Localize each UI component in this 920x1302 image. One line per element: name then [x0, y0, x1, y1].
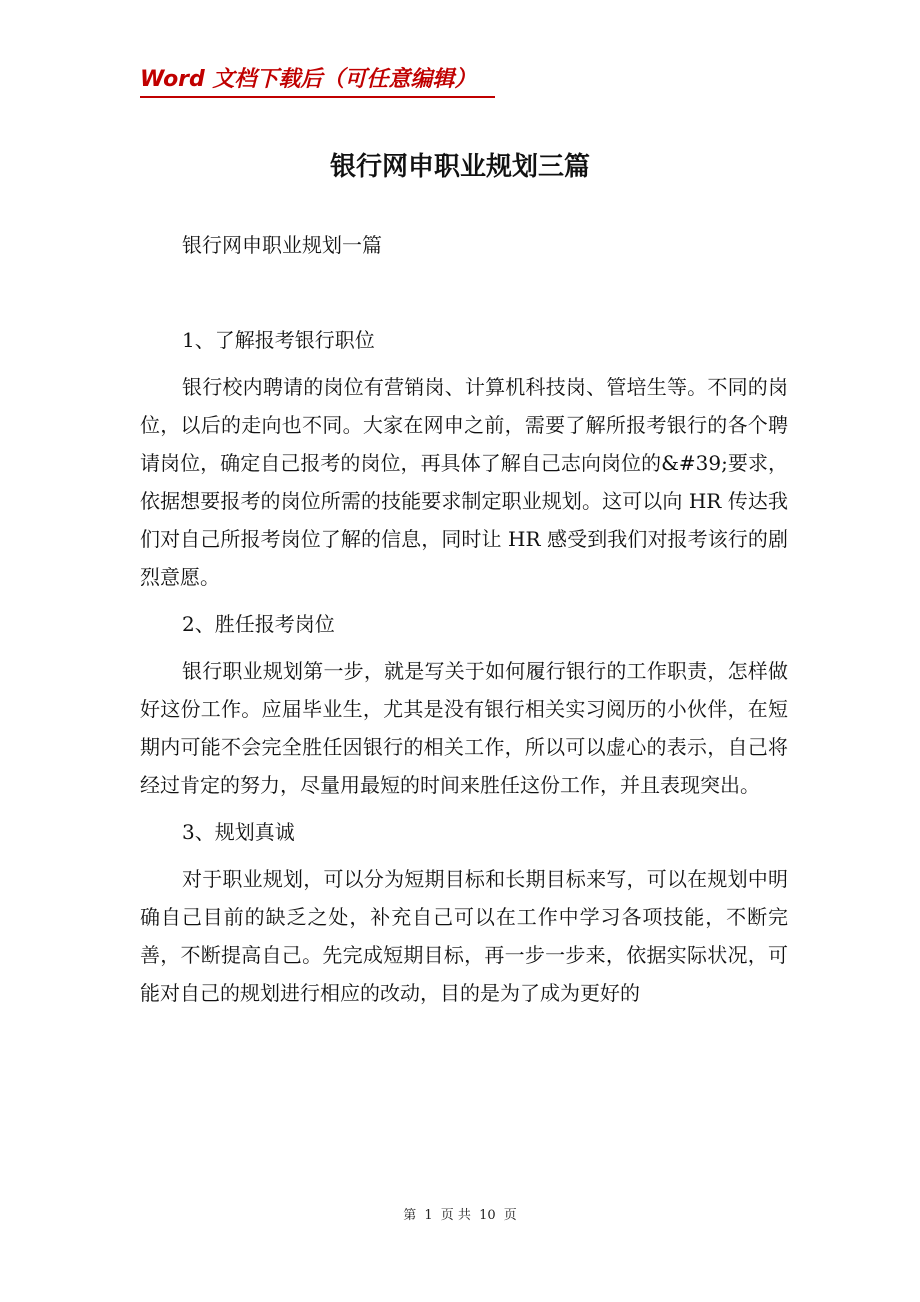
section-paragraph: 对于职业规划，可以分为短期目标和长期目标来写，可以在规划中明确自己目前的缺乏之处，补充自己可以在工作中学习各项技能，不断完善，不断提高自己。先完成短期目标，再一步一步来，依据实际状况，可能对自己的规划进行相应的改动，目的是为了成为更好的 [140, 867, 788, 1005]
section-paragraph: 银行职业规划第一步，就是写关于如何履行银行的工作职责，怎样做好这份工作。应届毕业生，尤其是没有银行相关实习阅历的小伙伴，在短期内可能不会完全胜任因银行的相关工作，所以可以虚心的表示，自己将经过肯定的努力，尽量用最短的时间来胜任这份工作，并且表现突出。 [140, 659, 788, 797]
page-total: 10 [479, 1208, 496, 1223]
page-number: 1 [424, 1208, 433, 1223]
page-footer [0, 1206, 920, 1226]
download-header [140, 64, 495, 98]
section-paragraph: 银行校内聘请的岗位有营销岗、计算机科技岗、管培生等。不同的岗位，以后的走向也不同。大家在网申之前，需要了解所报考银行的各个聘请岗位，确定自己报考的岗位，再具体了解自己志向岗位的&#39;要求，依据想要报考的岗位所需的技能要求制定职业规划。这可以向 HR 传达我们对自己所报考岗位了解的信息，同时让 HR 感受到我们对报考该行的剧烈意愿。 [140, 375, 788, 589]
download-header-text: Word 文档下载后（可任意编辑） [140, 67, 477, 92]
footer-prefix: 第 [403, 1208, 417, 1223]
section-heading: 2、胜任报考岗位 [182, 612, 335, 636]
document-subtitle: 银行网申职业规划一篇 [182, 233, 382, 257]
section-heading: 3、规划真诚 [182, 820, 295, 844]
document-title: 银行网申职业规划三篇 [329, 152, 590, 182]
document-body [140, 226, 788, 1021]
footer-suffix: 页 [503, 1208, 517, 1223]
section-heading: 1、了解报考银行职位 [182, 328, 375, 352]
footer-middle: 页 共 [440, 1208, 471, 1223]
